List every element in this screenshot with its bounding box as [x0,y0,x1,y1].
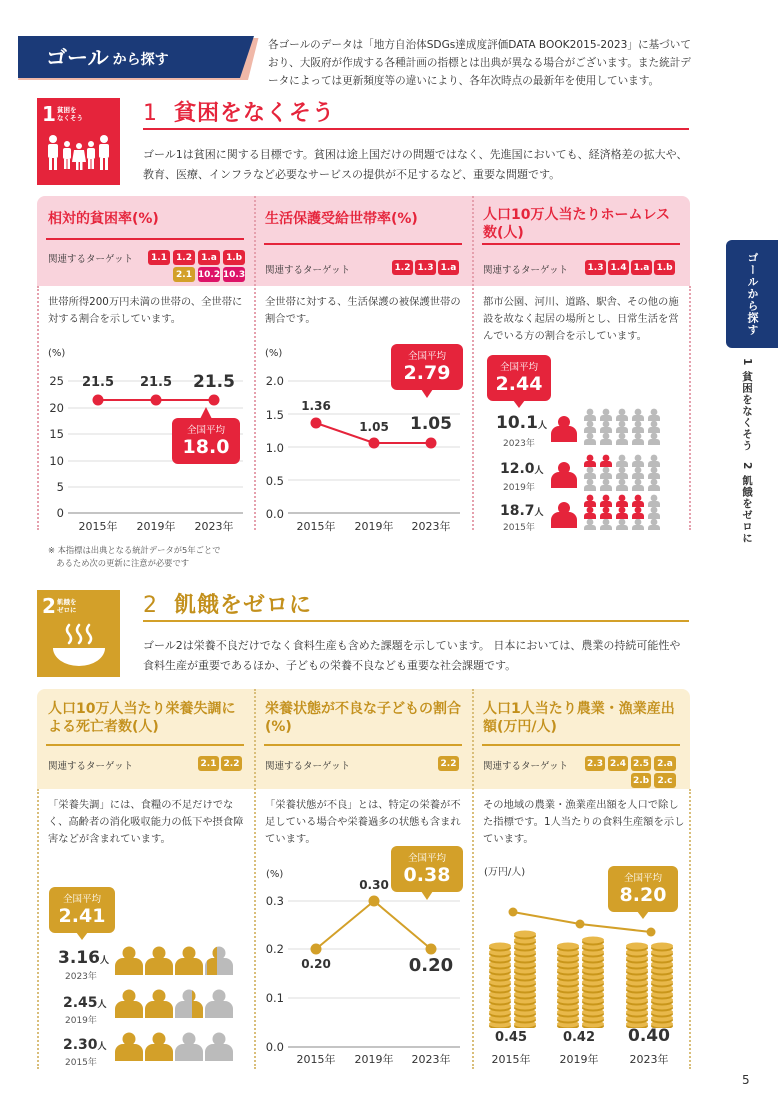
g1c2-unit: (%) [265,348,283,359]
g1c3-row-year: 2019年 [503,483,535,493]
g2c1-target-badge: 2.2 [221,756,242,771]
g2c2-ytick: 0.2 [265,942,284,956]
family-icon [45,134,111,172]
g2c3-national-value: 8.20 [619,884,667,906]
goal1-icon-number: 1 [42,102,56,126]
goal1-rule [143,128,689,130]
section-title [18,36,240,78]
g2c2-ytick: 0.0 [265,1040,284,1054]
g1c2-ytick: 0.5 [265,474,284,488]
g1c2-ytick: 1.5 [265,408,284,422]
goal2-divider-1 [254,689,256,1069]
g1c3-national-label: 全国平均 [499,362,538,373]
g1c2-value: 1.05 [410,414,452,434]
g2c1-row-value: 2.45人 [63,995,107,1011]
g1c1-target-badge: 1.b [223,250,245,265]
g1c1-value: 21.5 [81,375,115,390]
g1c2-value: 1.05 [359,420,389,434]
g1c1-target-badge: 10.2 [198,267,220,282]
g1c1-related-label: 関連するターゲット [48,254,134,265]
g1c2-national-callout [391,344,463,390]
g1c3-description: 都市公園、河川、道路、駅舎、その他の施設を故なく起居の場所とし、日常生活を営んでいる方の割合を示しています。 [483,296,679,342]
g2c2-point [369,896,380,907]
goal1-icon [37,98,120,185]
g1c1-point [209,395,220,406]
g2c2-ytick: 0.1 [265,991,284,1005]
g2c3-xlabel: 2019年 [559,1053,599,1066]
page-number: 5 [742,1073,750,1087]
g2c2-xlabel: 2019年 [354,1053,394,1066]
g2c1-row-value: 2.30人 [63,1037,107,1053]
g1c1-unit: (%) [48,348,66,359]
g1c2-national-value: 2.79 [403,362,451,384]
g1c2-line-chart [288,370,464,520]
g2c2-value: 0.30 [359,878,389,892]
g2c2-xlabel: 2015年 [296,1053,336,1066]
g2c1-rule [46,744,244,746]
g1c3-target-badge: 1.b [654,260,675,275]
g1c3-related-label: 関連するターゲット [483,265,569,276]
g2c3-xlabel: 2023年 [629,1053,669,1066]
g2c3-value: 0.42 [562,1030,596,1045]
side-tab-goal-search[interactable]: ゴールから探す [726,240,778,348]
g1c3-row-value: 12.0人 [500,461,544,477]
g2c2-ytick: 0.3 [265,894,284,908]
g1c1-target-badge: 2.1 [173,267,195,282]
g2c1-row-value: 3.16人 [58,948,109,968]
g1c2-target-badge: 1.3 [415,260,436,275]
g2c3-point [509,908,518,917]
g2c3-point [647,928,656,937]
g1c2-xlabel: 2023年 [411,520,451,533]
side-nav-goal1[interactable]: 1 貧困をなくそう [741,358,753,452]
g2c3-point [576,920,585,929]
g1c2-ytick: 1.0 [265,441,284,455]
goal2-border-right [689,789,691,1069]
g1c2-ytick: 2.0 [265,374,284,388]
g1c1-title: 相対的貧困率(%) [48,211,159,227]
g1c1-description: 世帯所得200万円未満の世帯の、全世帯に対する割合を示しています。 [48,296,243,325]
g1c3-national-callout [487,355,551,401]
g2c1-national-value: 2.41 [58,905,106,927]
g2c3-coin-chart [483,900,683,1028]
g2c3-target-badge: 2.4 [608,756,628,771]
g1c1-national-value: 18.0 [182,436,230,458]
goal1-divider-2 [472,196,474,530]
g1c1-ytick: 25 [49,374,64,388]
goal2-title [143,588,312,619]
g1c1-target-badge: 1.1 [148,250,170,265]
goal1-title [143,96,335,127]
g2c3-xlabel: 2015年 [491,1053,531,1066]
g1c2-value: 1.36 [301,399,331,413]
goal2-rule [143,620,689,622]
g2c2-value: 0.20 [301,957,331,971]
g2c3-value: 0.45 [494,1030,528,1045]
g1c2-callout-pointer [420,389,434,399]
g1c2-national-label: 全国平均 [407,351,446,362]
goal2-icon [37,590,120,677]
g1c3-rule [482,243,680,245]
goal2-description: ゴール2は栄養不良だけでなく食料生産も含めた課題を示しています。 日本においては、農業の持続可能性や食料生産が重要であるほか、子どもの栄養不良なども重要な社会課題です。 [143,639,681,672]
goal1-title-text: 貧困をなくそう [174,101,336,126]
goal2-icon-number: 2 [42,594,56,618]
g2c1-person-pictograph [112,940,238,1068]
g1c1-ytick: 0 [56,506,64,520]
g2c3-target-badge: 2.b [631,773,651,788]
goal2-number: 2 [143,593,158,618]
g2c1-row-year: 2019年 [65,1016,97,1026]
g2c3-national-label: 全国平均 [623,873,662,884]
g2c3-title: 人口1人当たり農業・漁業産出額(万円/人) [483,701,675,735]
g1c2-point [369,438,380,449]
g1c1-note: ※ 本指標は出典となる統計データが5年ごとで あるため次の更新に注意が必要です [48,545,221,568]
g2c2-national-value: 0.38 [403,864,451,886]
g2c2-rule [264,744,462,746]
g1c2-title: 生活保護受給世帯率(%) [265,211,418,227]
g1c1-value: 21.5 [139,375,173,390]
g1c1-ytick: 15 [49,427,64,441]
g1c1-xlabel: 2023年 [194,520,234,533]
g1c3-row-value: 10.1人 [496,413,547,433]
g1c3-national-value: 2.44 [495,373,543,395]
g2c1-title: 人口10万人当たり栄養失調による死亡者数(人) [48,701,236,735]
g2c3-target-badge: 2.a [654,756,676,771]
section-title-sub: から探す [112,51,169,68]
g1c2-description: 全世帯に対する、生活保護の被保護世帯の割合です。 [265,296,461,325]
g1c3-person-pictograph [548,406,668,530]
goal1-border-right [689,286,691,530]
g2c1-callout-pointer [75,932,89,941]
goal1-icon-name: 貧困を なくそう [57,106,83,122]
g1c1-target-badge: 1.2 [173,250,195,265]
g2c2-unit: (%) [266,869,284,880]
g2c2-callout-pointer [420,891,434,901]
g2c2-value: 0.20 [408,955,454,976]
goal2-icon-name: 飢餓を ゼロに [57,598,77,614]
g2c1-description: 「栄養失調」には、食糧の不足だけでなく、高齢者の消化吸収能力の低下や摂食障害などが含まれています。 [48,799,244,845]
g2c3-target-badge: 2.5 [631,756,651,771]
g2c3-unit: (万円/人) [484,867,526,878]
g2c2-point [311,944,322,955]
g1c2-xlabel: 2019年 [354,520,394,533]
g1c2-point [311,418,322,429]
g2c1-row-year: 2023年 [65,972,97,982]
g2c2-description: 「栄養状態が不良」とは、特定の栄養が不足している場合や栄養過多の状態も含まれています。 [265,799,461,845]
g1c1-point [151,395,162,406]
g1c1-national-label: 全国平均 [186,425,225,436]
g1c3-row-year: 2023年 [503,439,535,449]
g1c2-point [426,438,437,449]
g1c2-rule [264,243,462,245]
intro-text: 各ゴールのデータは「地方自治体SDGs達成度評価DATA BOOK2015-2023」に基づいており、大阪府が作成する各種計画の指標とは出典が異なる場合がございます。また統計データによっては更新頻度等の違いにより、各年次時点の最新年を使用しています。 [268,39,691,87]
section-title-main: ゴール [46,46,109,70]
g1c1-value: 21.5 [193,372,235,392]
g2c3-value: 0.40 [628,1026,670,1046]
g2c3-rule [482,744,680,746]
g2c2-title: 栄養状態が不良な子どもの割合(%) [265,701,461,735]
g2c3-target-badge: 2.c [654,773,676,788]
g1c3-target-badge: 1.3 [585,260,606,275]
goal1-number: 1 [143,101,158,126]
side-nav-goal2[interactable]: 2 飢餓をゼロに [741,462,753,544]
g1c2-related-label: 関連するターゲット [265,265,351,276]
goal2-divider-2 [472,689,474,1069]
g2c3-target-badge: 2.3 [585,756,605,771]
g1c2-xlabel: 2015年 [296,520,336,533]
g1c2-target-badge: 1.a [438,260,459,275]
g2c2-related-label: 関連するターゲット [265,761,351,772]
g1c1-xlabel: 2019年 [136,520,176,533]
g1c1-rule [46,238,244,240]
g1c1-national-callout [172,418,240,464]
g2c2-point [426,944,437,955]
g1c3-row-year: 2015年 [503,523,535,533]
g1c1-target-badge: 10.3 [223,267,245,282]
bowl-icon [51,622,107,668]
g2c1-national-callout [49,887,115,933]
g2c2-national-callout [391,846,463,892]
g1c1-ytick: 20 [49,401,64,415]
goal2-border-left [37,789,39,1069]
g2c3-description: その地域の農業・漁業産出額を人口で除した指標です。1人当たりの食料生産額を示しています。 [483,799,685,845]
g1c2-target-badge: 1.2 [392,260,413,275]
g2c3-related-label: 関連するターゲット [483,761,569,772]
g1c1-xlabel: 2015年 [78,520,118,533]
g1c1-callout-pointer [199,405,213,419]
g2c2-xlabel: 2023年 [411,1053,451,1066]
g2c1-row-year: 2015年 [65,1058,97,1068]
goal1-description: ゴール1は貧困に関する目標です。貧困は途上国だけの問題ではなく、先進国においても、経済格差の拡大や、教育、医療、インフラなど必要なサービスの提供が不足するなど、重要な問題です。 [143,148,688,181]
g2c1-national-label: 全国平均 [62,894,101,905]
g1c1-point [93,395,104,406]
goal2-title-text: 飢餓をゼロに [174,593,313,618]
g1c1-ytick: 5 [56,480,64,494]
g1c3-target-badge: 1.a [631,260,652,275]
g1c3-callout-pointer [512,400,526,409]
g1c3-target-badge: 1.4 [608,260,629,275]
g2c2-target-badge: 2.2 [438,756,459,771]
g2c1-related-label: 関連するターゲット [48,761,134,772]
g2c1-target-badge: 2.1 [198,756,219,771]
g2c2-national-label: 全国平均 [407,853,446,864]
g1c3-row-value: 18.7人 [500,503,544,519]
g1c1-target-badge: 1.a [198,250,220,265]
g1c1-ytick: 10 [49,454,64,468]
g1c2-ytick: 0.0 [265,507,284,521]
g1c3-title: 人口10万人当たりホームレス数(人) [483,207,671,241]
